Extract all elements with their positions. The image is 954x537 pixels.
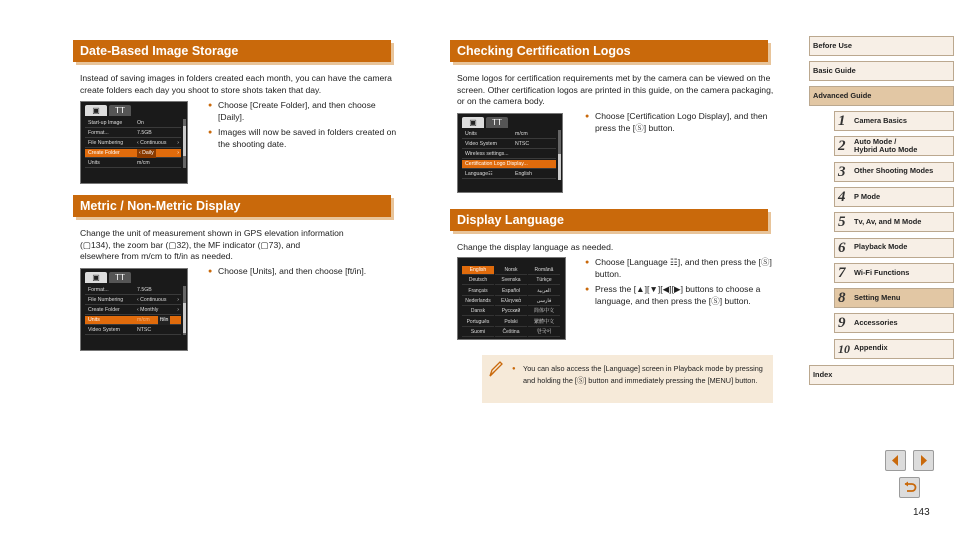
sidebar-chapter-3[interactable] — [834, 162, 954, 182]
menu-row-wireless: Wireless settings... — [462, 150, 556, 159]
menu-row-units: Units m/cm — [85, 159, 181, 168]
menu-row-create-folder: Create Folder ‹ Daily › — [85, 149, 181, 158]
units-heading: Metric / Non-Metric Display — [73, 195, 391, 217]
tools-tab-icon: 𝖳𝖳 — [109, 272, 131, 283]
return-button[interactable] — [899, 477, 920, 498]
sidebar-chapter-6[interactable] — [834, 238, 954, 258]
chapter-label: Camera Basics — [854, 115, 908, 125]
chapter-label: Other Shooting Modes — [854, 166, 934, 176]
units-steps — [208, 266, 398, 282]
step-item: ● Choose [Units], and then choose [ft/in]. — [208, 266, 398, 278]
language-option: Español — [495, 287, 527, 296]
sidebar-chapter-5[interactable] — [834, 212, 954, 232]
language-option: Français — [462, 287, 494, 296]
prev-page-button[interactable] — [885, 450, 906, 471]
chapter-number: 3 — [838, 163, 846, 180]
chapter-number: 7 — [838, 264, 846, 281]
sidebar-chapter-7[interactable] — [834, 263, 954, 283]
tools-tab-icon: 𝖳𝖳 — [486, 117, 508, 128]
language-option: Svenska — [495, 276, 527, 285]
language-option: Deutsch — [462, 276, 494, 285]
return-icon — [900, 478, 919, 497]
date-storage-heading: Date-Based Image Storage — [73, 40, 391, 62]
language-option: Polski — [495, 318, 527, 327]
cert-logos-steps — [585, 111, 775, 138]
step-item: ● Press the [▲][▼][◀][▶] buttons to choose a language, and then press the [Ⓢ] button. — [585, 284, 775, 307]
sidebar-chapter-1[interactable] — [834, 111, 954, 131]
tip-box — [482, 355, 773, 403]
menu-row-units: Units m/cm — [462, 130, 556, 139]
tip-text: ● You can also access the [Language] screen in Playback mode by pressing and holding the [Ⓢ] button and immediately pressing the [MENU] button. — [523, 363, 763, 387]
language-option: Română — [528, 266, 560, 275]
create-folder-menu-screen — [80, 101, 188, 184]
language-option: 简体中文 — [528, 307, 560, 316]
chapter-number: 1 — [838, 113, 846, 129]
chapter-label: Wi-Fi Functions — [854, 267, 910, 277]
chapter-number: 5 — [838, 214, 846, 231]
chapter-label: P Mode — [854, 191, 881, 201]
language-steps — [585, 257, 775, 311]
language-option: Suomi — [462, 328, 494, 337]
menu-row-create-folder: Create Folder ‹ Monthly › — [85, 306, 181, 315]
step-item: ● Images will now be saved in folders created on the shooting date. — [208, 127, 398, 150]
chapter-label: Playback Mode — [854, 242, 908, 252]
language-option: Русский — [495, 307, 527, 316]
chapter-label: Appendix — [854, 343, 888, 353]
language-option: Dansk — [462, 307, 494, 316]
cert-logo-menu-screen — [457, 113, 563, 193]
pencil-icon — [488, 360, 504, 378]
chapter-label: Setting Menu — [854, 292, 901, 302]
language-option: Português — [462, 318, 494, 327]
date-storage-intro: Instead of saving images in folders created each month, you can have the camera create folders each day you shoot to store shots taken that day. — [80, 73, 392, 95]
cert-logos-heading: Checking Certification Logos — [450, 40, 768, 62]
sidebar-chapter-10[interactable] — [834, 339, 954, 359]
tools-tab-icon: 𝖳𝖳 — [109, 105, 131, 116]
menu-row-language: Language☷ English — [462, 170, 556, 179]
menu-row-file-numbering: File Numbering ‹ Continuous › — [85, 296, 181, 305]
cert-logos-intro: Some logos for certification requirements met by the camera can be viewed on the screen. Other certification logos are printed in this guide, on the camera packaging, or on the camera body. — [457, 73, 774, 106]
next-page-icon — [914, 451, 933, 470]
language-option: Nederlands — [462, 297, 494, 306]
sidebar-basic-guide[interactable]: Basic Guide — [809, 61, 954, 81]
camera-tab-icon: ▣ — [85, 105, 107, 116]
menu-row-startup: Start-up Image On — [85, 119, 181, 128]
step-item: ● Choose [Create Folder], and then choose [Daily]. — [208, 100, 398, 123]
menu-row-format: Format... 7.5GB — [85, 286, 181, 295]
sidebar-chapter-8[interactable] — [834, 288, 954, 308]
sidebar-before-use[interactable]: Before Use — [809, 36, 954, 56]
menu-row-format: Format... 7.5GB — [85, 129, 181, 138]
chapter-number: 9 — [838, 315, 846, 332]
language-option: فارسی — [528, 297, 560, 306]
menu-row-units: Units m/cm ft/in — [85, 316, 181, 325]
menu-row-video-system: Video System NTSC — [85, 326, 181, 335]
chapter-label: Auto Mode / Hybrid Auto Mode — [854, 136, 918, 155]
language-option: 繁體中文 — [528, 318, 560, 327]
units-menu-screen — [80, 268, 188, 351]
sidebar-chapter-4[interactable] — [834, 187, 954, 207]
language-option: العربية — [528, 287, 560, 296]
language-option: English — [462, 266, 494, 275]
units-intro: Change the unit of measurement shown in GPS elevation information (▢134), the zoom bar (▢32), the MF indicator (▢73), and elsewhere from m/cm to ft/in as needed. — [80, 228, 344, 261]
chapter-number: 8 — [838, 290, 846, 307]
language-option: Türkçe — [528, 276, 560, 285]
camera-tab-icon: ▣ — [85, 272, 107, 283]
step-item: ● Choose [Language ☷], and then press the [Ⓢ] button. — [585, 257, 775, 280]
chapter-number: 10 — [838, 341, 850, 356]
language-option: Norsk — [495, 266, 527, 275]
language-heading: Display Language — [450, 209, 768, 231]
chapter-label: Accessories — [854, 318, 898, 328]
page-number: 143 — [913, 507, 930, 518]
language-screen — [457, 257, 566, 340]
menu-row-video-system: Video System NTSC — [462, 140, 556, 149]
language-option: Ελληνικά — [495, 297, 527, 306]
sidebar-chapter-9[interactable] — [834, 313, 954, 333]
chapter-number: 4 — [838, 188, 846, 205]
language-option: 한국어 — [528, 328, 560, 337]
sidebar-advanced-guide[interactable]: Advanced Guide — [809, 86, 954, 106]
sidebar-chapter-2[interactable] — [834, 136, 954, 156]
chapter-label: Tv, Av, and M Mode — [854, 216, 922, 226]
next-page-button[interactable] — [913, 450, 934, 471]
menu-row-cert-logo: Certification Logo Display... — [462, 160, 556, 169]
prev-page-icon — [886, 451, 905, 470]
language-option: Čeština — [495, 328, 527, 337]
chapter-number: 2 — [838, 138, 846, 155]
sidebar-index[interactable]: Index — [809, 365, 954, 385]
chapter-number: 6 — [838, 239, 846, 256]
date-storage-steps — [208, 100, 398, 154]
camera-tab-icon: ▣ — [462, 117, 484, 128]
step-item: ● Choose [Certification Logo Display], and then press the [Ⓢ] button. — [585, 111, 775, 134]
menu-row-file-numbering: File Numbering ‹ Continuous › — [85, 139, 181, 148]
language-intro: Change the display language as needed. — [457, 242, 614, 252]
